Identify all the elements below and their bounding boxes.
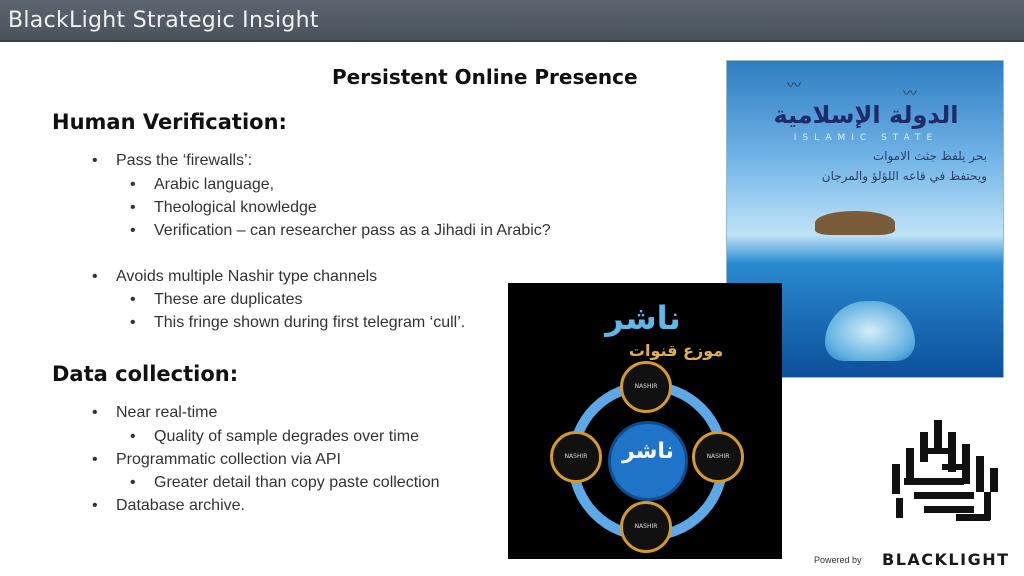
node-label: NASHIR <box>634 383 658 390</box>
bird-icon: 〰 <box>903 86 917 102</box>
bullet-text: Programmatic collection via API <box>116 451 341 468</box>
header-title: BlackLight Strategic Insight <box>8 8 319 33</box>
sub-bullet: • These are duplicates <box>130 291 303 308</box>
header-bar <box>0 0 1024 42</box>
bullet-text: These are duplicates <box>154 291 303 308</box>
bullet: • Pass the ‘firewalls’: <box>92 152 253 169</box>
bullet: • Avoids multiple Nashir type channels <box>92 268 378 285</box>
calligraphy-logo <box>884 418 1004 524</box>
bullet-text: This fringe shown during first telegram ‘cull’. <box>154 314 466 331</box>
node-label: NASHIR <box>634 523 658 530</box>
shell-shape <box>825 301 915 361</box>
brand-logo: BLACKLIGHT <box>882 550 1010 569</box>
sub-bullet: • Verification – can researcher pass as a Jihadi in Arabic? <box>130 222 551 239</box>
section-heading-data-collection: Data collection: <box>52 362 239 386</box>
island-shape <box>815 211 895 235</box>
bullet-text: Greater detail than copy paste collection <box>154 474 440 491</box>
poster-subtitle: ISLAMIC STATE <box>793 133 939 143</box>
bullet-text: Theological knowledge <box>154 199 317 216</box>
bullet-text: Quality of sample degrades over time <box>154 428 420 445</box>
bullet-text: Near real-time <box>116 404 218 421</box>
sub-bullet: • Greater detail than copy paste collection <box>130 474 440 491</box>
poster-line: ويحتفظ في قاعه اللؤلؤ والمرجان <box>821 169 987 183</box>
poster-line: بحر يلفظ جثث الاموات <box>872 149 987 163</box>
nashir-logo-subtitle: موزع قنوات <box>628 341 724 360</box>
node-label: NASHIR <box>564 453 588 460</box>
sub-bullet: • Theological knowledge <box>130 199 317 216</box>
bullet: • Programmatic collection via API <box>92 451 341 468</box>
section-heading-human-verification: Human Verification: <box>52 110 287 134</box>
sub-bullet: • Arabic language, <box>130 176 275 193</box>
node-label: NASHIR <box>706 453 730 460</box>
nashir-channel-image <box>508 283 782 559</box>
sub-bullet: • Quality of sample degrades over time <box>130 428 420 445</box>
bullet: • Near real-time <box>92 404 218 421</box>
bullet-text: Database archive. <box>116 497 245 514</box>
bullet: • Database archive. <box>92 497 245 514</box>
sub-bullet: • This fringe shown during first telegram ‘cull’. <box>130 314 466 331</box>
poster-title: الدولة الإسلامية <box>773 101 959 129</box>
powered-by-text: Powered by <box>814 555 862 565</box>
bullet-text: Pass the ‘firewalls’: <box>116 152 253 169</box>
bullet-text: Arabic language, <box>154 176 275 193</box>
slide-title: Persistent Online Presence <box>332 65 638 89</box>
nashir-logo-title: ناشر <box>605 299 681 337</box>
bullet-text: Verification – can researcher pass as a Jihadi in Arabic? <box>154 222 551 239</box>
center-logo-text: ناشر <box>622 439 674 464</box>
bullet-text: Avoids multiple Nashir type channels <box>116 268 378 285</box>
bird-icon: 〰 <box>787 78 801 94</box>
